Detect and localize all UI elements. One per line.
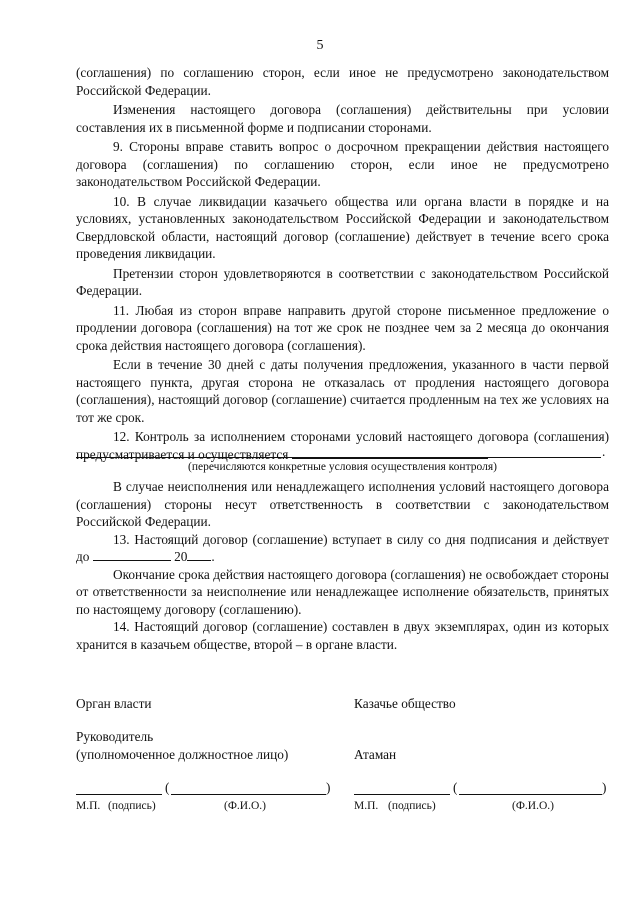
- left-sign-label: (подпись): [108, 800, 156, 812]
- right-close-paren: ): [602, 780, 607, 795]
- paragraph-9: 9. Стороны вправе ставить вопрос о досрочном прекращении действия настоящего договора (соглашения) по соглашению сторон, если иное не предусмотрено законодательством Российской Федерации.: [76, 139, 609, 189]
- paragraph-liability: В случае неисполнения или ненадлежащего исполнения условий настоящего договора (соглашения) стороны несут ответственность в соответствии с законодательством Российской Федерации.: [76, 479, 609, 529]
- page-number: 5: [316, 38, 324, 53]
- left-role-line1: Руководитель: [76, 729, 154, 744]
- left-close-paren: ): [326, 780, 331, 795]
- right-open-paren: (: [453, 780, 458, 795]
- right-mp-label: М.П.: [354, 800, 379, 812]
- left-signature-line[interactable]: [76, 794, 162, 795]
- year-fill-line[interactable]: [187, 548, 211, 561]
- paragraph-11: 11. Любая из сторон вправе направить другой стороне письменное предложение о продлении договора (соглашения) на тот же срок не позднее чем за 2 месяца до окончания срока действия настоящего договора (соглашения).: [76, 302, 609, 353]
- paragraph-12-text: 12. Контроль за исполнением сторонами условий настоящего договора (соглашения) предусматривается и осуществляется: [76, 429, 609, 462]
- left-name-line[interactable]: [171, 794, 326, 795]
- control-caption: (перечисляются конкретные условия осуществления контроля): [188, 461, 497, 473]
- paragraph-continuation: (соглашения) по соглашению сторон, если иное не предусмотрено законодательством Российской Федерации.: [76, 65, 609, 98]
- document-body: [76, 64, 609, 463]
- right-party-title: Казачье общество: [354, 696, 456, 711]
- paragraph-14: 14. Настоящий договор (соглашение) составлен в двух экземплярах, один из которых хранится в казачьем обществе, второй – в органе власти.: [76, 619, 609, 652]
- left-role-line2: (уполномоченное должностное лицо): [76, 747, 289, 762]
- left-mp-label: М.П.: [76, 800, 101, 812]
- paragraph-termination: Окончание срока действия настоящего договора (соглашения) не освобождает стороны от ответственности за неисполнение или ненадлежащее исполнение обязательств, принятых по настоящему договору (соглашению).: [76, 566, 609, 617]
- date-fill-line[interactable]: [93, 548, 171, 561]
- paragraph-13-text: 13. Настоящий договор (соглашение) вступает в силу со дня подписания и действует до: [76, 531, 609, 564]
- right-name-line[interactable]: [459, 794, 602, 795]
- right-name-label: (Ф.И.О.): [512, 800, 554, 812]
- right-sign-label: (подпись): [388, 800, 436, 812]
- left-name-label: (Ф.И.О.): [224, 800, 266, 812]
- right-role: Атаман: [354, 747, 397, 762]
- left-open-paren: (: [165, 780, 170, 795]
- paragraph-amendments: Изменения настоящего договора (соглашения) действительны при условии составления их в письменной форме и подписании сторонами.: [76, 102, 609, 135]
- right-signature-line[interactable]: [354, 794, 450, 795]
- p13-end-dot: .: [211, 549, 215, 564]
- left-party-title: Орган власти: [76, 696, 152, 711]
- line-end-dot: .: [602, 444, 606, 459]
- paragraph-13: [76, 531, 609, 566]
- paragraph-extension: Если в течение 30 дней с даты получения предложения, указанного в части первой настоящего пункта, другая сторона не отказалась от продления настоящего договора (соглашения), настоящий договор (соглашение) считается продленным на тех же условиях на тот же срок.: [76, 357, 609, 425]
- paragraph-claims: Претензии сторон удовлетворяются в соответствии с законодательством Российской Федерации.: [76, 265, 609, 298]
- document-body-2: [76, 478, 609, 653]
- year-prefix: 20: [174, 549, 188, 564]
- paragraph-10: 10. В случае ликвидации казачьего общества или органа власти в порядке и на условиях, установленных законодательством Российской Федерации и законодательством Свердловской области, настоящий договор (соглашение) действует в течение всего срока проведения ликвидации.: [76, 193, 609, 261]
- control-fill-line-2[interactable]: [76, 457, 601, 458]
